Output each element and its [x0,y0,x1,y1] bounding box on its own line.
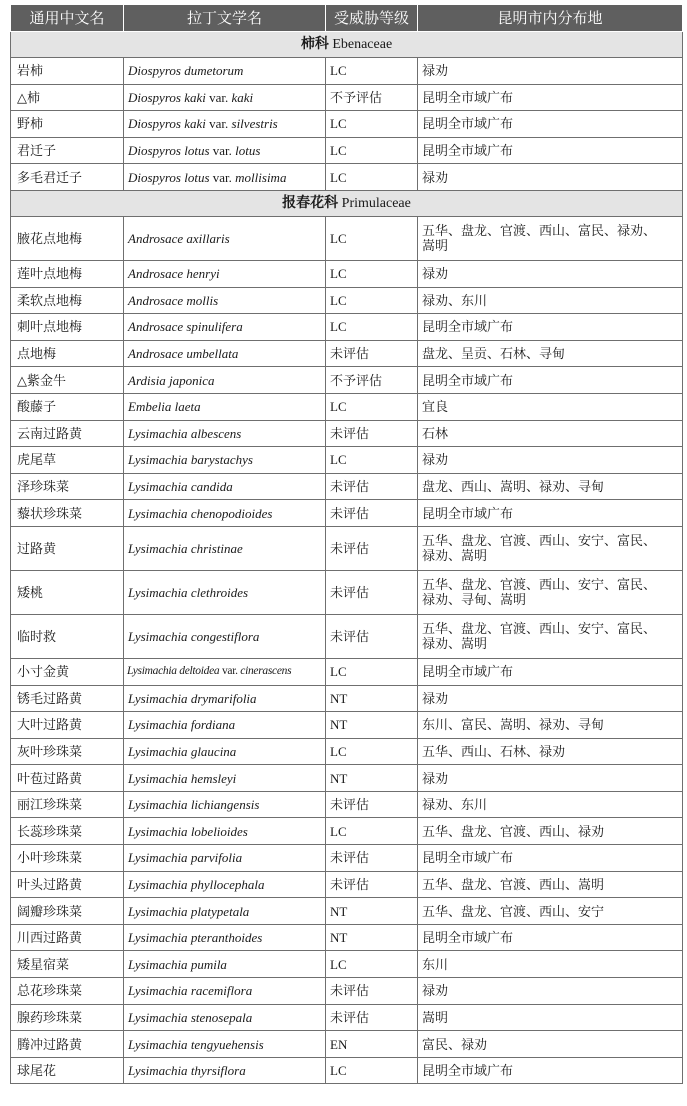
threat-level-cell: LC [326,111,418,138]
threat-level-cell: 不予评估 [326,367,418,394]
header-chinese-name: 通用中文名 [11,5,124,32]
infraspecific-epithet: mollisima [235,169,287,185]
distribution-cell: 昆明全市域广布 [418,137,683,164]
epithet: chenopodioides [190,505,273,521]
threat-level-cell: 未评估 [326,570,418,614]
epithet: glaucina [190,743,237,759]
distribution-cell: 禄劝 [418,978,683,1005]
table-row [11,570,683,614]
chinese-name-cell: 丽江珍珠菜 [11,791,124,818]
distribution-cell: 禄劝、东川 [418,287,683,314]
latin-name-cell [124,791,326,818]
threat-level-cell: 未评估 [326,500,418,527]
threat-level-cell: 不予评估 [326,84,418,111]
distribution-line: 五华、盘龙、官渡、西山、安宁、富民、 [422,621,657,637]
distribution-cell: 石林 [418,420,683,447]
epithet: hemsleyi [190,770,237,786]
threat-level-cell: 未评估 [326,614,418,658]
table-row [11,58,683,85]
latin-name-cell [124,260,326,287]
threat-level-cell: 未评估 [326,526,418,570]
genus: Lysimachia [128,452,188,468]
chinese-name-cell: 阔瓣珍珠菜 [11,898,124,925]
genus: Lysimachia [128,540,188,556]
epithet: christinae [190,540,243,556]
latin-name-cell [124,951,326,978]
chinese-name-cell: 叶苞过路黄 [11,765,124,792]
genus: Lysimachia [128,1063,188,1079]
threat-level-cell: LC [326,447,418,474]
threat-level-cell: 未评估 [326,871,418,898]
table-row [11,818,683,845]
table-row [11,260,683,287]
latin-name-cell [124,712,326,739]
genus: Lysimachia [128,505,188,521]
latin-name-cell [124,340,326,367]
genus: Diospyros [128,116,181,132]
distribution-line: 禄劝、嵩明 [422,636,488,652]
table-row [11,845,683,872]
distribution-cell: 禄劝 [418,58,683,85]
distribution-cell: 禄劝 [418,260,683,287]
latin-name-cell [124,685,326,712]
latin-name-cell [124,658,326,685]
latin-name-cell [124,765,326,792]
latin-name-cell [124,871,326,898]
table-row [11,447,683,474]
threat-level-cell: NT [326,685,418,712]
latin-name-cell [124,111,326,138]
genus: Lysimachia [128,425,188,441]
infraspecific-epithet: kaki [231,89,254,105]
latin-name-cell [124,570,326,614]
table-body [11,32,683,1084]
chinese-name-cell: 临时救 [11,614,124,658]
threat-level-cell: NT [326,712,418,739]
genus: Lysimachia [128,770,188,786]
infraspecific-epithet: lotus [235,143,261,159]
threat-level-cell: 未评估 [326,978,418,1005]
chinese-name-cell: 过路黄 [11,526,124,570]
latin-name-cell [124,978,326,1005]
latin-name-cell [124,924,326,951]
epithet: umbellata [186,346,239,362]
table-row [11,924,683,951]
genus: Lysimachia [127,665,177,678]
epithet: lobelioides [190,823,248,839]
threat-level-cell: LC [326,216,418,260]
genus: Lysimachia [128,850,188,866]
latin-name-cell [124,137,326,164]
table-row [11,1031,683,1058]
genus: Lysimachia [128,1009,188,1025]
latin-name-cell [124,898,326,925]
epithet: tengyuehensis [190,1036,264,1052]
header-latin-name: 拉丁文学名 [124,5,326,32]
threat-level-cell: LC [326,1057,418,1084]
genus: Diospyros [128,63,181,79]
latin-name-cell [124,1057,326,1084]
table-row [11,164,683,191]
distribution-cell: 五华、盘龙、官渡、西山、安宁 [418,898,683,925]
genus: Androsace [128,266,184,282]
chinese-name-cell: 小叶珍珠菜 [11,845,124,872]
epithet: kaki [184,116,206,132]
infraspecific-epithet: silvestris [231,116,278,132]
distribution-cell: 昆明全市域广布 [418,314,683,341]
chinese-name-cell: △紫金牛 [11,367,124,394]
table-row [11,420,683,447]
table-row [11,898,683,925]
epithet: axillaris [186,230,230,246]
table-row [11,791,683,818]
threat-level-cell: LC [326,738,418,765]
family-row [11,32,683,58]
table-row [11,712,683,739]
distribution-cell: 五华、盘龙、官渡、西山、禄劝 [418,818,683,845]
genus: Lysimachia [128,1036,188,1052]
header-threat-level: 受威胁等级 [326,5,418,32]
family-row [11,190,683,216]
chinese-name-cell: 藜状珍珠菜 [11,500,124,527]
epithet: laeta [174,399,201,415]
chinese-name-cell: △柿 [11,84,124,111]
latin-name-cell [124,818,326,845]
distribution-cell [418,526,683,570]
latin-name-cell [124,526,326,570]
epithet: stenosepala [190,1009,253,1025]
epithet: thyrsiflora [190,1063,246,1079]
header-row [11,5,683,32]
chinese-name-cell: 矮星宿菜 [11,951,124,978]
chinese-name-cell: 虎尾草 [11,447,124,474]
epithet: kaki [184,89,206,105]
distribution-cell: 昆明全市域广布 [418,1057,683,1084]
distribution-cell: 盘龙、呈贡、石林、寻甸 [418,340,683,367]
table-row [11,137,683,164]
table-row [11,1004,683,1031]
chinese-name-cell: 多毛君迁子 [11,164,124,191]
infraspecific-epithet: cinerascens [240,665,292,678]
table-row [11,500,683,527]
chinese-name-cell: 腺药珍珠菜 [11,1004,124,1031]
distribution-cell [418,570,683,614]
distribution-cell: 禄劝 [418,685,683,712]
threat-level-cell: LC [326,951,418,978]
distribution-cell: 昆明全市域广布 [418,658,683,685]
threat-level-cell: LC [326,287,418,314]
genus: Embelia [128,399,172,415]
epithet: phyllocephala [190,876,265,892]
table-row [11,1057,683,1084]
distribution-cell: 昆明全市域广布 [418,845,683,872]
genus: Androsace [128,292,184,308]
family-cell [11,32,683,58]
latin-name-cell [124,393,326,420]
threat-level-cell: NT [326,924,418,951]
threat-level-cell: 未评估 [326,791,418,818]
chinese-name-cell: 君迁子 [11,137,124,164]
table-row [11,871,683,898]
genus: Lysimachia [128,690,188,706]
chinese-name-cell: 腾冲过路黄 [11,1031,124,1058]
table-row [11,526,683,570]
epithet: lotus [184,143,210,159]
distribution-cell: 昆明全市域广布 [418,111,683,138]
threat-level-cell: LC [326,818,418,845]
distribution-cell: 禄劝、东川 [418,791,683,818]
infraspecific-rank: var. [209,89,229,105]
distribution-line: 禄劝、寻甸、嵩明 [422,592,527,608]
epithet: mollis [186,292,219,308]
epithet: lichiangensis [190,797,260,813]
distribution-cell: 昆明全市域广布 [418,924,683,951]
chinese-name-cell: 长蕊珍珠菜 [11,818,124,845]
latin-name-cell [124,614,326,658]
latin-name-cell [124,287,326,314]
chinese-name-cell: 云南过路黄 [11,420,124,447]
threat-level-cell: LC [326,137,418,164]
latin-name-cell [124,58,326,85]
chinese-name-cell: 叶头过路黄 [11,871,124,898]
chinese-name-cell: 灰叶珍珠菜 [11,738,124,765]
epithet: congestiflora [190,628,260,644]
table-row [11,314,683,341]
genus: Lysimachia [128,876,188,892]
table-row [11,340,683,367]
chinese-name-cell: 泽珍珠菜 [11,473,124,500]
epithet: pteranthoides [190,930,263,946]
distribution-cell: 富民、禄劝 [418,1031,683,1058]
chinese-name-cell: 点地梅 [11,340,124,367]
latin-name-cell [124,447,326,474]
family-chinese-name: 柿科 [300,37,329,52]
threat-level-cell: 未评估 [326,473,418,500]
chinese-name-cell: 小寸金黄 [11,658,124,685]
epithet: pumila [190,956,227,972]
latin-name-cell [124,314,326,341]
family-cell [11,190,683,216]
chinese-name-cell: 酸藤子 [11,393,124,420]
distribution-cell: 盘龙、西山、嵩明、禄劝、寻甸 [418,473,683,500]
table-row [11,951,683,978]
distribution-cell: 五华、西山、石林、禄劝 [418,738,683,765]
genus: Lysimachia [128,930,188,946]
threat-level-cell: LC [326,58,418,85]
chinese-name-cell: 大叶过路黄 [11,712,124,739]
genus: Diospyros [128,89,181,105]
chinese-name-cell: 川西过路黄 [11,924,124,951]
latin-name-cell [124,473,326,500]
table-row [11,765,683,792]
latin-name-cell [124,216,326,260]
genus: Androsace [128,346,184,362]
epithet: deltoidea [179,665,220,678]
distribution-line: 五华、盘龙、官渡、西山、安宁、富民、 [422,533,657,549]
table-row [11,111,683,138]
genus: Lysimachia [128,797,188,813]
genus: Lysimachia [128,628,188,644]
latin-name-cell [124,84,326,111]
epithet: spinulifera [186,319,243,335]
epithet: fordiana [190,717,236,733]
threat-level-cell: 未评估 [326,845,418,872]
table-row [11,614,683,658]
threat-level-cell: LC [326,314,418,341]
threat-level-cell: LC [326,393,418,420]
epithet: platypetala [190,903,250,919]
table-row [11,216,683,260]
genus: Lysimachia [128,717,188,733]
threat-level-cell: EN [326,1031,418,1058]
epithet: clethroides [190,584,249,600]
species-table [10,4,683,1084]
table-row [11,738,683,765]
genus: Lysimachia [128,903,188,919]
chinese-name-cell: 岩柿 [11,58,124,85]
epithet: dumetorum [184,63,244,79]
epithet: drymarifolia [190,690,257,706]
threat-level-cell: 未评估 [326,340,418,367]
genus: Ardisia [128,372,166,388]
table-row [11,473,683,500]
latin-name-cell [124,164,326,191]
epithet: candida [190,479,233,495]
family-latin-name: Primulaceae [341,195,411,211]
epithet: racemiflora [190,983,253,999]
distribution-line: 嵩明 [422,238,449,254]
threat-level-cell: 未评估 [326,420,418,447]
latin-name-cell [124,500,326,527]
threat-level-cell: LC [326,658,418,685]
distribution-cell: 嵩明 [418,1004,683,1031]
threat-level-cell: LC [326,164,418,191]
latin-name-cell [124,420,326,447]
infraspecific-rank: var. [221,665,238,678]
infraspecific-rank: var. [209,116,229,132]
chinese-name-cell: 野柿 [11,111,124,138]
genus: Lysimachia [128,479,188,495]
chinese-name-cell: 球尾花 [11,1057,124,1084]
genus: Androsace [128,319,184,335]
chinese-name-cell: 总花珍珠菜 [11,978,124,1005]
table-row [11,84,683,111]
distribution-cell: 禄劝 [418,765,683,792]
distribution-cell: 五华、盘龙、官渡、西山、嵩明 [418,871,683,898]
table-row [11,658,683,685]
latin-name-cell [124,738,326,765]
distribution-cell [418,614,683,658]
table-row [11,367,683,394]
table-row [11,685,683,712]
threat-level-cell: 未评估 [326,1004,418,1031]
family-latin-name: Ebenaceae [332,37,393,52]
table-row [11,978,683,1005]
distribution-cell: 禄劝 [418,164,683,191]
latin-name-cell [124,845,326,872]
threat-level-cell: NT [326,898,418,925]
threat-level-cell: LC [326,260,418,287]
epithet: japonica [169,372,215,388]
distribution-cell: 东川 [418,951,683,978]
genus: Lysimachia [128,956,188,972]
epithet: henryi [186,266,220,282]
distribution-line: 五华、盘龙、官渡、西山、富民、禄劝、 [422,223,657,239]
genus: Diospyros [128,169,181,185]
genus: Lysimachia [128,823,188,839]
genus: Lysimachia [128,983,188,999]
epithet: parvifolia [190,850,243,866]
chinese-name-cell: 刺叶点地梅 [11,314,124,341]
threat-level-cell: NT [326,765,418,792]
genus: Androsace [128,230,184,246]
distribution-line: 禄劝、嵩明 [422,548,488,564]
infraspecific-rank: var. [212,143,232,159]
epithet: lotus [184,169,210,185]
epithet: albescens [190,425,242,441]
latin-name-cell [124,1004,326,1031]
distribution-cell: 昆明全市域广布 [418,367,683,394]
chinese-name-cell: 腋花点地梅 [11,216,124,260]
family-chinese-name: 报春花科 [282,195,339,211]
epithet: barystachys [190,452,253,468]
genus: Lysimachia [128,584,188,600]
distribution-cell [418,216,683,260]
distribution-cell: 东川、富民、嵩明、禄劝、寻甸 [418,712,683,739]
distribution-cell: 昆明全市域广布 [418,84,683,111]
chinese-name-cell: 莲叶点地梅 [11,260,124,287]
distribution-line: 五华、盘龙、官渡、西山、安宁、富民、 [422,577,657,593]
chinese-name-cell: 矮桃 [11,570,124,614]
distribution-cell: 宜良 [418,393,683,420]
header-distribution: 昆明市内分布地 [418,5,683,32]
latin-name-cell [124,367,326,394]
genus: Diospyros [128,143,181,159]
table-row [11,287,683,314]
chinese-name-cell: 锈毛过路黄 [11,685,124,712]
genus: Lysimachia [128,743,188,759]
chinese-name-cell: 柔软点地梅 [11,287,124,314]
infraspecific-rank: var. [212,169,232,185]
distribution-cell: 禄劝 [418,447,683,474]
table-row [11,393,683,420]
distribution-cell: 昆明全市域广布 [418,500,683,527]
latin-name-cell [124,1031,326,1058]
